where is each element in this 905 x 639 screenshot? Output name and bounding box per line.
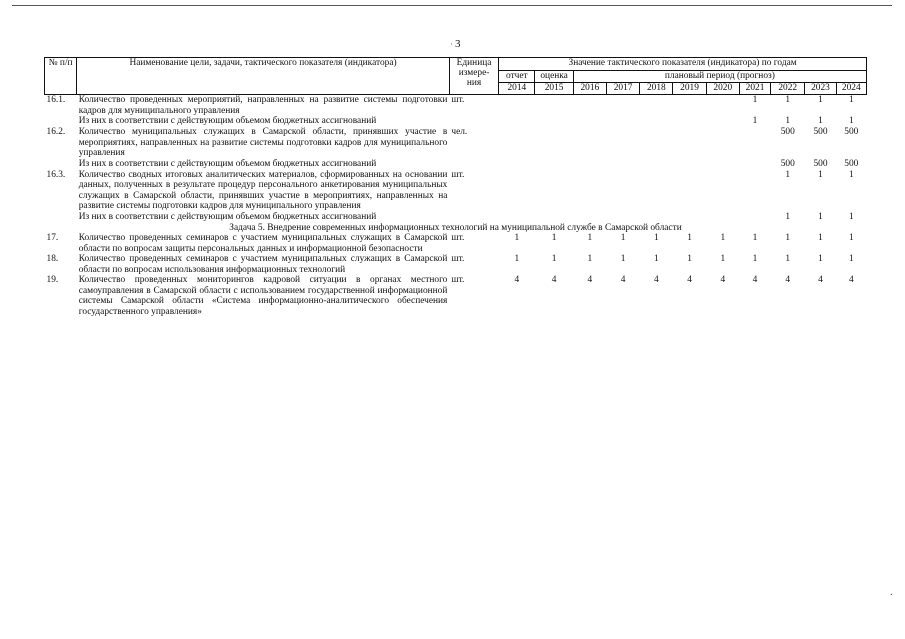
indicator-row	[45, 233, 867, 254]
value-2018	[640, 212, 673, 223]
value-2022: 500	[780, 158, 795, 169]
scan-mark: ·	[889, 590, 893, 601]
value-2016	[573, 95, 606, 117]
value-2014	[499, 95, 535, 117]
row-number: 16.1.	[46, 95, 66, 105]
value-2018	[640, 95, 673, 117]
value-2017: 1	[620, 254, 626, 264]
value-2014	[499, 116, 535, 127]
value-2021	[739, 170, 770, 212]
value-2020	[706, 116, 739, 127]
value-2017	[606, 95, 639, 117]
value-2017	[606, 127, 639, 159]
value-2020	[706, 170, 739, 212]
task-heading: Задача 5. Внедрение современных информационных технологий на муниципальной службе в Самарской области	[229, 222, 682, 233]
value-2024: 1	[848, 254, 854, 264]
subtotal-label: Из них в соответствии с действующим объемом бюджетных ассигнований	[78, 158, 377, 169]
year-header-2015: 2015	[535, 83, 573, 95]
value-2015	[535, 95, 573, 117]
unit-cell: шт.	[451, 95, 465, 105]
value-2022: 1	[785, 116, 791, 126]
value-2015: 1	[551, 233, 557, 243]
value-2022: 1	[785, 211, 791, 222]
subtotal-row	[45, 212, 867, 223]
indicator-row	[45, 95, 867, 117]
value-2024: 1	[848, 95, 854, 105]
year-header-2014: 2014	[499, 83, 535, 95]
value-2021	[739, 127, 770, 159]
value-2019	[673, 95, 706, 117]
year-header-2017: 2017	[606, 83, 639, 95]
year-header-2024: 2024	[836, 83, 866, 95]
value-2020	[706, 212, 739, 223]
task-heading-row	[45, 223, 867, 234]
value-2018: 4	[653, 275, 659, 285]
unit-cell: шт.	[451, 233, 465, 243]
subtotal-row	[45, 159, 867, 170]
value-2019: 4	[687, 275, 692, 285]
indicator-row	[45, 170, 867, 212]
value-2021	[739, 159, 770, 170]
value-2023: 1	[818, 233, 823, 243]
header-plan: плановый период (прогноз)	[573, 71, 866, 83]
value-2014	[499, 127, 535, 159]
table-header	[45, 58, 867, 95]
value-2022: 1	[785, 254, 791, 264]
value-2016	[573, 159, 606, 170]
value-2019	[673, 212, 706, 223]
value-2014: 1	[514, 233, 520, 243]
value-2021: 1	[752, 254, 758, 264]
indicator-name: Количество проведенных мониторингов кадровой ситуации в органах местного самоуправления в Самарской области с использованием государственной информационной системы Самарской области «Система информационно-аналитического обеспечения государственного управления»	[78, 275, 448, 317]
value-2016	[573, 170, 606, 212]
value-2017	[606, 212, 639, 223]
value-2016: 1	[587, 254, 593, 264]
value-2024: 1	[848, 233, 854, 243]
subtotal-label: Из них в соответствии с действующим объемом бюджетных ассигнований	[78, 211, 377, 222]
value-2016: 1	[587, 233, 593, 243]
value-2022: 1	[785, 169, 791, 180]
value-2015: 1	[551, 254, 557, 264]
row-number	[45, 116, 77, 127]
indicator-name: Количество проведенных семинаров с участием муниципальных служащих в Самарской области по вопросам защиты персональных данных и информационной безопасности	[78, 233, 448, 254]
subtotal-row	[45, 116, 867, 127]
value-2022: 500	[780, 127, 795, 137]
value-2022: 4	[785, 275, 791, 285]
value-2016	[573, 116, 606, 127]
year-header-2018: 2018	[640, 83, 673, 95]
value-2019	[673, 170, 706, 212]
header-values: Значение тактического показателя (индикатора) по годам	[499, 58, 867, 71]
value-2020: 4	[720, 275, 726, 285]
year-header-2022: 2022	[771, 83, 805, 95]
indicator-row	[45, 275, 867, 317]
year-header-2019: 2019	[673, 83, 706, 95]
unit-cell	[449, 212, 498, 223]
value-2024: 1	[848, 169, 854, 180]
header-report: отчет	[499, 71, 535, 83]
value-2018: 1	[653, 233, 659, 243]
indicator-name: Количество проведенных мероприятий, направленных на развитие системы подготовки кадров для муниципального управления	[78, 95, 448, 116]
value-2018	[640, 116, 673, 127]
subtotal-label: Из них в соответствии с действующим объемом бюджетных ассигнований	[78, 116, 377, 126]
value-2015	[535, 116, 573, 127]
page-number-text: 3	[455, 38, 461, 50]
value-2024: 500	[844, 127, 859, 137]
header-estimate: оценка	[535, 71, 573, 83]
value-2015: 4	[551, 275, 557, 285]
unit-cell: шт.	[451, 254, 465, 264]
indicator-name: Количество муниципальных служащих в Самарской области, принявших участие в мероприятиях, направленных на развитие системы подготовки кадров для муниципального управления	[78, 127, 448, 158]
row-number: 18.	[46, 254, 59, 264]
value-2021	[739, 212, 770, 223]
value-2018: 1	[653, 254, 659, 264]
unit-cell: чел.	[451, 127, 468, 137]
value-2024: 1	[848, 116, 854, 126]
value-2021: 1	[752, 116, 758, 126]
indicator-name: Количество сводных итоговых аналитических материалов, сформированных на основании данных, полученных в результате процедур персонального анкетирования муниципальных служащих в Самарской области, принявших участие в мероприятиях, направленных на развитие системы подготовки кадров для муниципального управления	[78, 169, 448, 211]
value-2020: 1	[720, 254, 726, 264]
header-name: Наименование цели, задачи, тактического показателя (индикатора)	[77, 58, 450, 95]
value-2019: 1	[687, 254, 692, 264]
value-2024: 4	[848, 275, 854, 285]
row-number: 16.3.	[46, 169, 66, 180]
year-header-2020: 2020	[706, 83, 739, 95]
value-2018	[640, 170, 673, 212]
value-2014	[499, 212, 535, 223]
value-2016	[573, 127, 606, 159]
value-2023: 4	[818, 275, 823, 285]
value-2023: 1	[818, 95, 823, 105]
value-2017: 1	[620, 233, 626, 243]
value-2017	[606, 116, 639, 127]
row-number: 17.	[46, 233, 59, 243]
row-number: 19.	[46, 275, 59, 285]
value-2015	[535, 127, 573, 159]
value-2015	[535, 212, 573, 223]
unit-cell	[449, 116, 498, 127]
value-2021: 1	[752, 233, 758, 243]
indicator-row	[45, 254, 867, 275]
unit-cell	[449, 159, 498, 170]
value-2018	[640, 127, 673, 159]
year-header-2021: 2021	[739, 83, 770, 95]
value-2023: 500	[813, 127, 828, 137]
value-2019	[673, 159, 706, 170]
value-2014: 4	[514, 275, 520, 285]
value-2022: 1	[785, 95, 791, 105]
row-number	[45, 159, 77, 170]
value-2014	[499, 159, 535, 170]
value-2015	[535, 170, 573, 212]
indicator-table	[44, 57, 867, 317]
value-2024: 1	[848, 211, 854, 222]
value-2016: 4	[587, 275, 593, 285]
value-2023: 1	[818, 169, 823, 180]
value-2020	[706, 127, 739, 159]
value-2019	[673, 116, 706, 127]
value-2019: 1	[687, 233, 692, 243]
table-body	[45, 95, 867, 318]
value-2023: 1	[818, 254, 823, 264]
row-number: 16.2.	[46, 127, 66, 137]
value-2020	[706, 95, 739, 117]
value-2017	[606, 159, 639, 170]
value-2020: 1	[720, 233, 726, 243]
value-2021: 4	[752, 275, 758, 285]
top-rule	[12, 5, 892, 6]
value-2023: 1	[818, 211, 823, 222]
value-2020	[706, 159, 739, 170]
page-number: · 3	[450, 38, 461, 50]
indicator-row	[45, 127, 867, 159]
value-2015	[535, 159, 573, 170]
value-2017: 4	[620, 275, 626, 285]
row-number	[45, 212, 77, 223]
unit-cell: шт.	[451, 169, 465, 180]
value-2018	[640, 159, 673, 170]
unit-cell: шт.	[451, 275, 465, 285]
value-2021: 1	[752, 95, 758, 105]
value-2019	[673, 127, 706, 159]
header-num: № п/п	[45, 58, 77, 95]
value-2014	[499, 170, 535, 212]
value-2022: 1	[785, 233, 791, 243]
value-2023: 500	[813, 158, 828, 169]
value-2024: 500	[844, 158, 859, 169]
year-header-2016: 2016	[573, 83, 606, 95]
value-2014: 1	[514, 254, 520, 264]
value-2023: 1	[818, 116, 823, 126]
year-header-2023: 2023	[805, 83, 836, 95]
value-2016	[573, 212, 606, 223]
value-2017	[606, 170, 639, 212]
header-unit: Единица измере-ния	[449, 58, 498, 95]
indicator-name: Количество проведенных семинаров с участием муниципальных служащих в Самарской области по вопросам использования информационных технологий	[78, 254, 448, 275]
